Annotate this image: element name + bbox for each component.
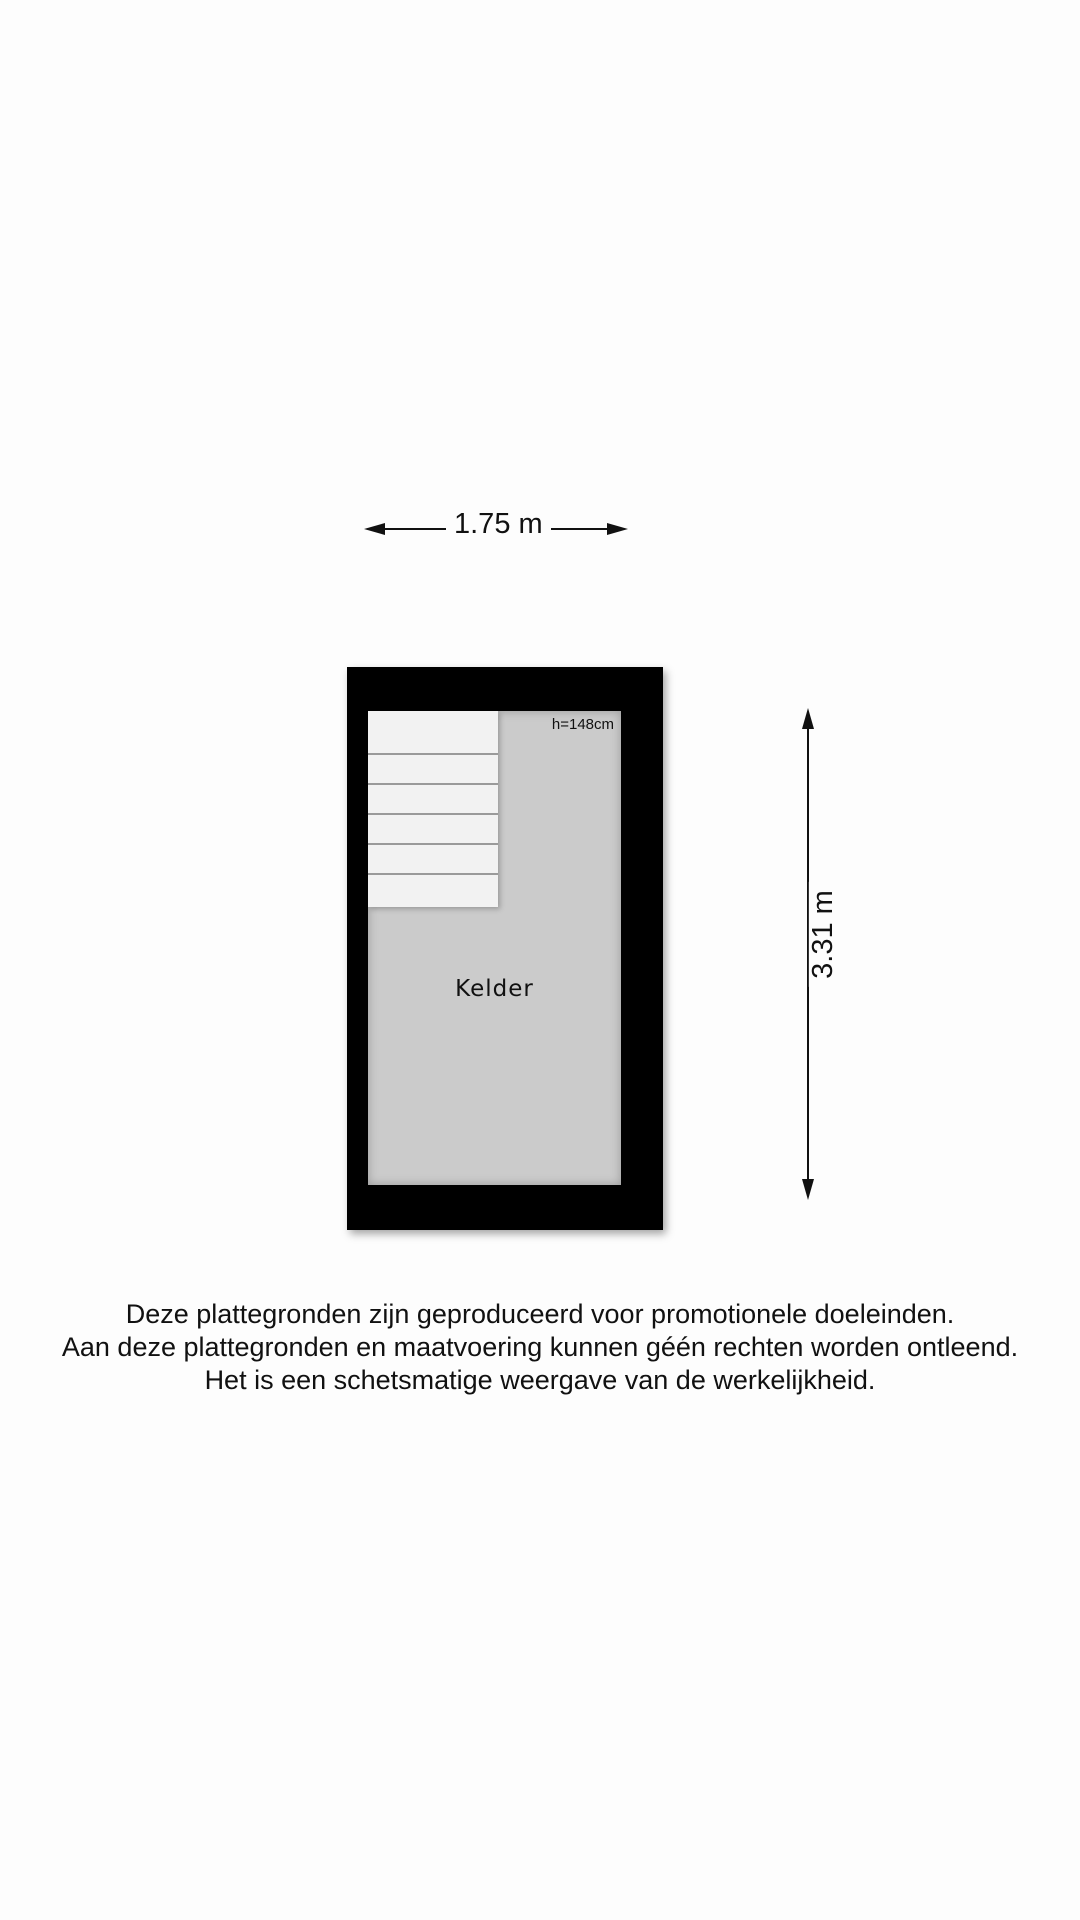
stair-step xyxy=(368,783,498,785)
height-arrow-bottom-head xyxy=(802,1179,814,1200)
room-kelder xyxy=(368,711,621,1185)
width-arrow-right-head xyxy=(607,523,628,535)
disclaimer-line: Het is een schetsmatige weergave van de werkelijkheid. xyxy=(204,1365,876,1395)
stair-step xyxy=(368,813,498,815)
disclaimer-line: Deze plattegronden zijn geproduceerd voor promotionele doeleinden. xyxy=(125,1299,955,1329)
staircase xyxy=(368,711,498,907)
stair-step xyxy=(368,843,498,845)
stair-step xyxy=(368,873,498,875)
floorplan-walls xyxy=(347,667,663,1230)
height-dimension-label: 3.31 m xyxy=(809,882,838,987)
height-arrow-top-head xyxy=(802,708,814,729)
disclaimer-text xyxy=(0,1298,1080,1397)
room-name-label: Kelder xyxy=(455,976,534,1002)
stair-step xyxy=(368,753,498,755)
width-arrow-left-head xyxy=(364,523,385,535)
width-dimension-label: 1.75 m xyxy=(446,510,551,539)
ceiling-height-label: h=148cm xyxy=(551,716,614,733)
disclaimer-line: Aan deze plattegronden en maatvoering kunnen géén rechten worden ontleend. xyxy=(61,1332,1019,1362)
